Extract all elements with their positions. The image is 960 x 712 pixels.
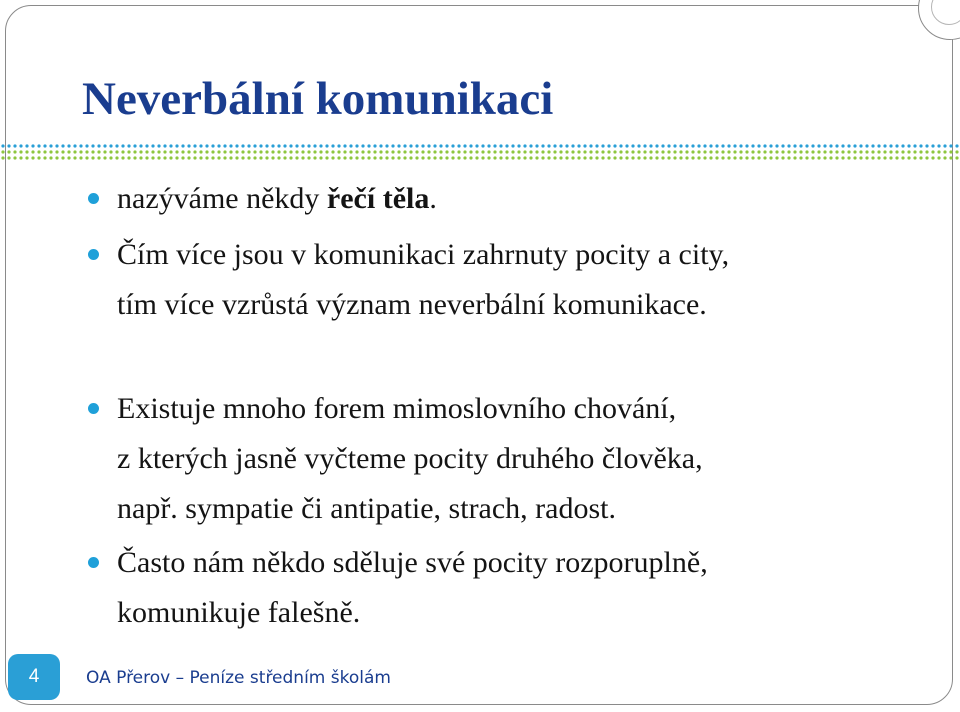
bullet-dot-icon xyxy=(88,193,99,204)
bullet-line: tím více vzrůstá význam neverbální komunikace. xyxy=(117,288,707,321)
corner-ornament xyxy=(918,0,960,40)
page-number-badge xyxy=(8,654,60,700)
footer-text: OA Přerov – Peníze středním školám xyxy=(86,668,391,688)
bullet-list xyxy=(84,174,924,638)
bullet-item xyxy=(84,538,924,638)
bullet-line: Existuje mnoho forem mimoslovního chování, xyxy=(117,392,677,425)
bullet-line: Často nám někdo sděluje své pocity rozporuplně, xyxy=(117,546,708,579)
bullet-line: Čím více jsou v komunikaci zahrnuty pocity a city, xyxy=(117,238,730,271)
bullet-dot-icon xyxy=(88,249,99,260)
slide-title: Neverbální komunikaci xyxy=(82,73,554,125)
bullet-line: komunikuje falešně. xyxy=(117,596,361,629)
bullet-bold-text: řečí těla xyxy=(326,182,430,215)
bullet-dot-icon xyxy=(88,403,99,414)
spacer xyxy=(84,330,924,384)
bullet-item xyxy=(84,174,924,224)
bullet-text: nazýváme někdy xyxy=(117,182,327,215)
title-underline xyxy=(0,143,960,161)
bullet-line: z kterých jasně vyčteme pocity druhého člověka, xyxy=(117,442,703,475)
page-number: 4 xyxy=(28,666,40,687)
bullet-text-end: . xyxy=(429,182,437,215)
bullet-item xyxy=(84,230,924,330)
bullet-item xyxy=(84,384,924,534)
bullet-dot-icon xyxy=(88,557,99,568)
bullet-line: např. sympatie či antipatie, strach, radost. xyxy=(117,492,616,525)
